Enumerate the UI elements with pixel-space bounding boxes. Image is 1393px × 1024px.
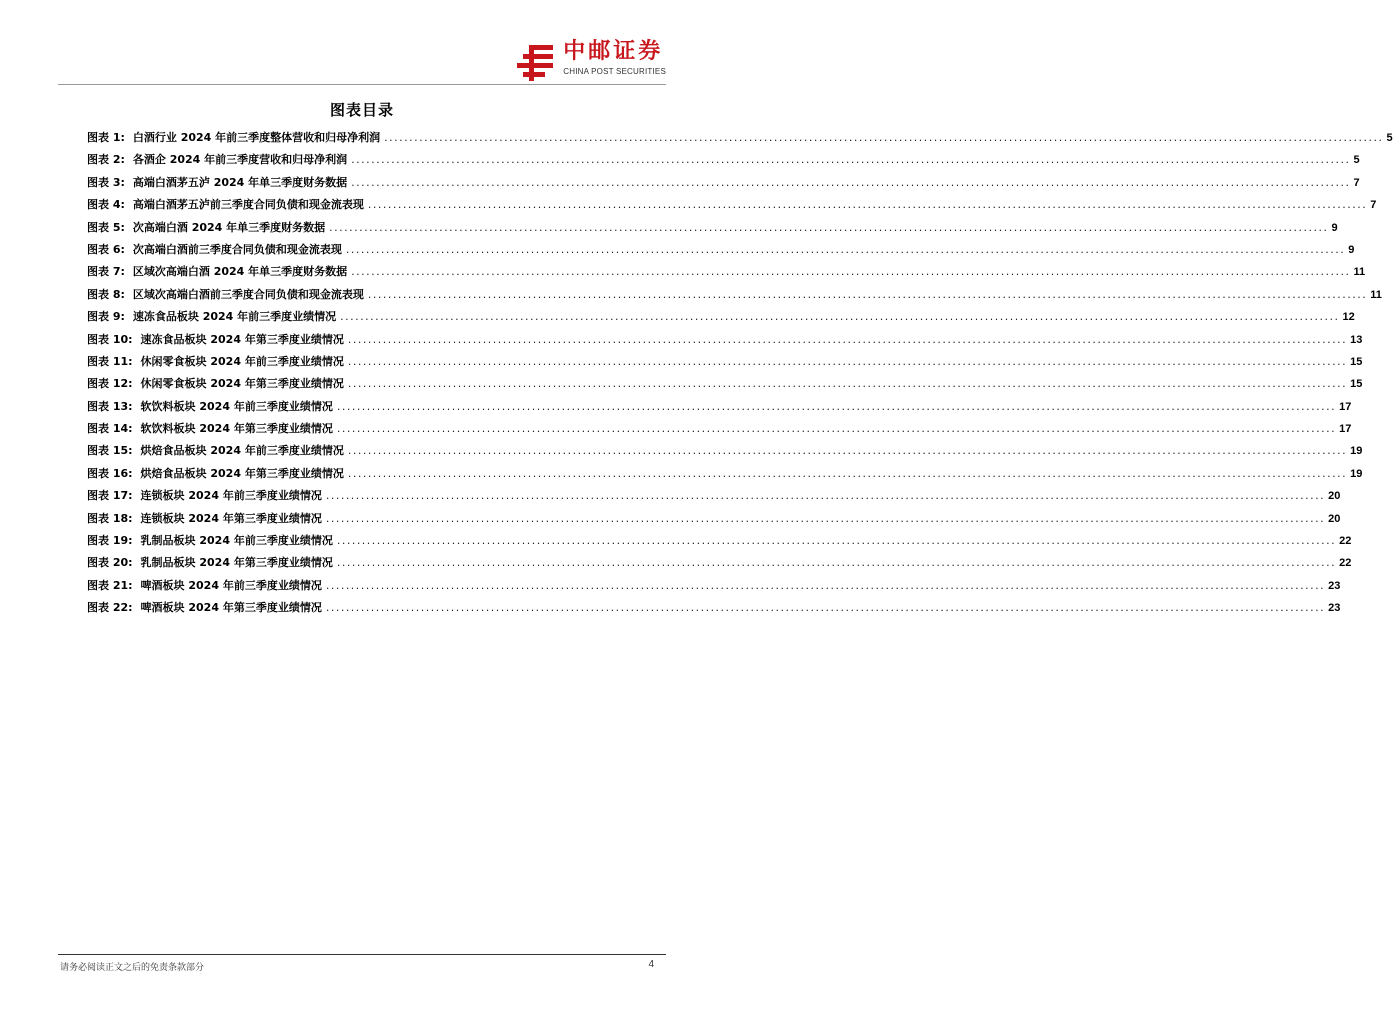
toc-entry-page: 5 [1353,154,1360,167]
toc-entry[interactable] [87,129,1393,151]
toc-entry-title: 次高端白酒 2024 年单三季度财务数据 [132,220,326,234]
toc-entry-page: 9 [1331,221,1338,234]
toc-entry-title: 高端白酒茅五泸前三季度合同负债和现金流表现 [132,198,364,212]
footer-page-number: 4 [648,959,654,970]
toc-leader-dots: ........................................................................................................................................................................................................ [325,511,1326,525]
toc-entry[interactable] [87,554,1352,576]
china-post-logo-icon [515,43,555,83]
toc-leader-dots: ........................................................................................................................................................................................................ [347,444,1348,458]
toc-entry[interactable] [87,286,1382,308]
toc-leader-dots: ........................................................................................................................................................................................................ [351,265,1351,279]
toc-entry-page: 9 [1348,243,1355,256]
toc-leader-dots: ........................................................................................................................................................................................................ [351,175,1351,189]
toc-entry-page: 20 [1328,512,1341,525]
footer-disclaimer: 请务必阅读正文之后的免责条款部分 [60,963,205,973]
toc-entry-title: 次高端白酒前三季度合同负债和现金流表现 [132,242,342,256]
toc-entry-title: 烘焙食品板块 2024 年前三季度业绩情况 [140,444,344,458]
header-divider [58,84,666,85]
toc-leader-dots: ........................................................................................................................................................................................................ [384,131,1384,144]
toc-entry-label: 图表 14: [87,422,133,436]
toc-entry-page: 23 [1328,602,1341,615]
toc-leader-dots: ........................................................................................................................................................................................................ [347,332,1348,346]
toc-leader-dots: ........................................................................................................................................................................................................ [325,601,1326,615]
toc-entry[interactable] [87,599,1341,621]
toc-leader-dots: ........................................................................................................................................................................................................ [340,310,1340,324]
toc-entry[interactable] [87,510,1341,532]
header-logo [515,40,666,83]
toc-entry[interactable] [87,241,1355,263]
toc-entry-label: 图表 10: [87,332,133,346]
toc-leader-dots: ........................................................................................................................................................................................................ [347,377,1348,391]
toc-entry-title: 休闲零食板块 2024 年前三季度业绩情况 [140,354,344,368]
toc-entry-label: 图表 9: [87,310,125,324]
toc-leader-dots: ........................................................................................................................................................................................................ [336,534,1337,548]
toc-entry[interactable] [87,196,1377,218]
toc-entry-label: 图表 16: [87,466,133,480]
toc-entry[interactable] [87,331,1363,353]
toc-leader-dots: ........................................................................................................................................................................................................ [336,399,1337,413]
toc-entry-title: 乳制品板块 2024 年前三季度业绩情况 [140,534,333,548]
toc-entry-label: 图表 19: [87,534,133,548]
toc-leader-dots: ........................................................................................................................................................................................................ [347,354,1348,368]
toc-entry-page: 5 [1386,132,1393,144]
toc-entry-label: 图表 6: [87,242,125,256]
toc-entry-page: 22 [1339,557,1352,570]
toc-entry-title: 区域次高端白酒前三季度合同负债和现金流表现 [132,287,364,301]
toc-entry-page: 15 [1350,355,1363,368]
toc-leader-dots: ........................................................................................................................................................................................................ [325,489,1326,503]
toc-leader-dots: ........................................................................................................................................................................................................ [336,422,1337,436]
toc-leader-dots: ........................................................................................................................................................................................................ [347,466,1348,480]
toc-entry-title: 啤酒板块 2024 年第三季度业绩情况 [140,601,322,615]
toc-entry-title: 白酒行业 2024 年前三季度整体营收和归母净利润 [132,131,381,144]
toc-entry-title: 休闲零食板块 2024 年第三季度业绩情况 [140,377,344,391]
toc-entry-page: 23 [1328,579,1341,592]
toc-entry-label: 图表 3: [87,175,125,189]
toc-entry[interactable] [87,420,1352,442]
toc-entry-page: 15 [1350,378,1363,391]
toc-entry-label: 图表 13: [87,399,133,413]
toc-entry-title: 连锁板块 2024 年前三季度业绩情况 [140,489,322,503]
toc-entry[interactable] [87,263,1366,285]
toc-entry-label: 图表 12: [87,377,133,391]
toc-entry[interactable] [87,174,1360,196]
toc-entry-page: 7 [1353,176,1360,189]
toc-entry-title: 速冻食品板块 2024 年前三季度业绩情况 [132,310,337,324]
toc-entry-page: 11 [1353,266,1366,279]
toc-entry-title: 软饮料板块 2024 年第三季度业绩情况 [140,422,333,436]
toc-leader-dots: ........................................................................................................................................................................................................ [325,578,1326,592]
footer-divider [58,954,666,955]
toc-entry[interactable] [87,375,1363,397]
toc-entry-label: 图表 18: [87,511,133,525]
toc-leader-dots: ........................................................................................................................................................................................................ [345,242,1346,256]
toc-entry[interactable] [87,308,1355,330]
toc-entry-page: 19 [1350,445,1363,458]
toc-entry-label: 图表 11: [87,354,133,368]
toc-entry[interactable] [87,487,1341,509]
toc-entry-label: 图表 2: [87,153,125,167]
toc-entry-label: 图表 20: [87,556,133,570]
toc-leader-dots: ........................................................................................................................................................................................................ [351,153,1351,167]
toc-entry-label: 图表 17: [87,489,133,503]
toc-entry-page: 20 [1328,490,1341,503]
toc-entry-label: 图表 5: [87,220,125,234]
toc-entry[interactable] [87,577,1341,599]
toc-list [87,129,1393,622]
toc-entry-title: 连锁板块 2024 年第三季度业绩情况 [140,511,322,525]
toc-entry-page: 12 [1342,311,1355,324]
toc-entry-label: 图表 22: [87,601,133,615]
toc-entry-label: 图表 4: [87,198,125,212]
toc-entry-title: 高端白酒茅五泸 2024 年单三季度财务数据 [132,175,348,189]
toc-entry-title: 区域次高端白酒 2024 年单三季度财务数据 [132,265,348,279]
toc-entry-title: 啤酒板块 2024 年前三季度业绩情况 [140,578,322,592]
toc-entry-page: 17 [1339,423,1352,436]
toc-entry-title: 烘焙食品板块 2024 年第三季度业绩情况 [140,466,344,480]
toc-entry-page: 17 [1339,400,1352,413]
toc-entry-title: 软饮料板块 2024 年前三季度业绩情况 [140,399,333,413]
toc-entry-page: 11 [1370,288,1382,301]
toc-entry-page: 19 [1350,467,1363,480]
toc-entry-page: 13 [1350,333,1363,346]
toc-entry[interactable] [87,219,1338,241]
toc-entry-label: 图表 21: [87,578,133,592]
toc-entry-title: 各酒企 2024 年前三季度营收和归母净利润 [132,153,348,167]
toc-leader-dots: ........................................................................................................................................................................................................ [367,198,1368,212]
toc-entry[interactable] [87,532,1352,554]
logo-chinese-name: 中邮证券 [563,39,664,64]
toc-leader-dots: ........................................................................................................................................................................................................ [329,220,1329,234]
toc-title: 图表目录 [329,101,394,119]
toc-entry-label: 图表 1: [87,131,125,144]
toc-entry[interactable] [87,465,1363,487]
toc-entry[interactable] [87,151,1360,173]
toc-entry[interactable] [87,398,1352,420]
toc-entry-label: 图表 8: [87,287,125,301]
toc-entry[interactable] [87,353,1363,375]
toc-entry-page: 22 [1339,535,1352,548]
toc-entry-label: 图表 15: [87,444,133,458]
toc-entry-title: 乳制品板块 2024 年第三季度业绩情况 [140,556,333,570]
toc-entry-label: 图表 7: [87,265,125,279]
toc-leader-dots: ........................................................................................................................................................................................................ [336,556,1337,570]
logo-english-name: CHINA POST SECURITIES [563,67,666,76]
toc-entry[interactable] [87,442,1363,464]
toc-entry-title: 速冻食品板块 2024 年第三季度业绩情况 [140,332,344,346]
toc-leader-dots: ........................................................................................................................................................................................................ [367,287,1368,301]
toc-entry-page: 7 [1370,199,1377,212]
